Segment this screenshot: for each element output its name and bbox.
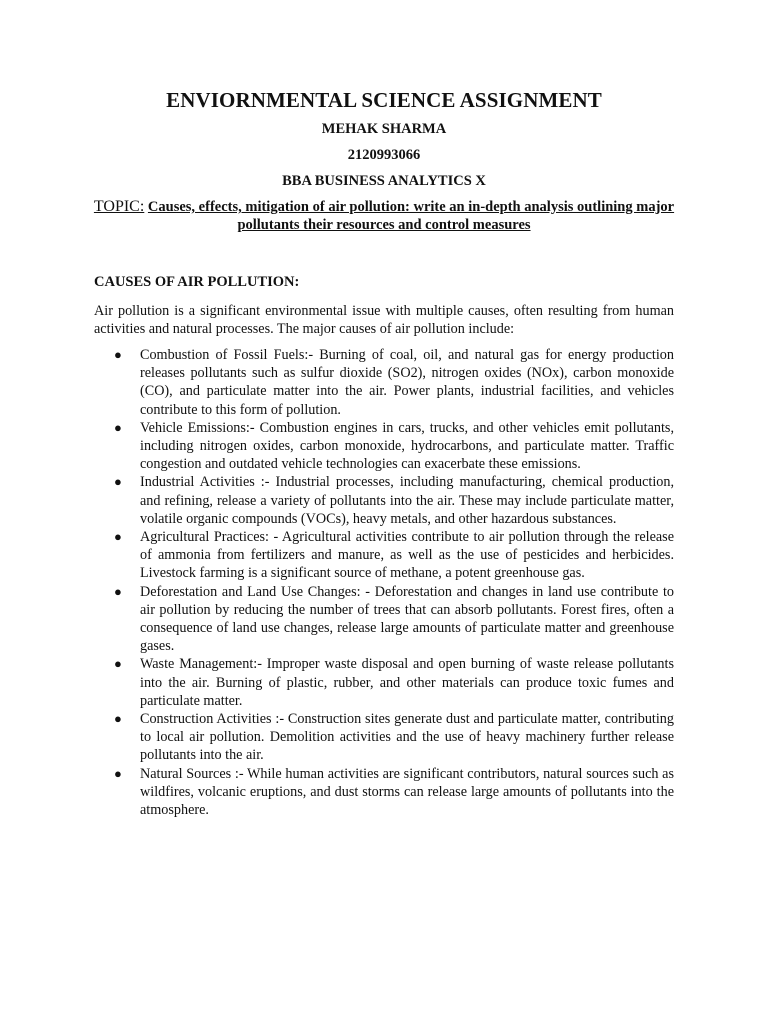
list-item (94, 710, 674, 765)
bullet-icon: ● (114, 711, 122, 727)
causes-list (94, 346, 674, 819)
list-item-text: Vehicle Emissions:- Combustion engines in cars, trucks, and other vehicles emit pollutants, including nitrogen oxides, carbon monoxide, hydrocarbons, and particulate matter. Traffic congestion and outdated vehicle technologies can exacerbate these emissions. (140, 419, 674, 473)
bullet-icon: ● (114, 347, 122, 362)
list-item-text: Waste Management:- Improper waste disposal and open burning of waste release pollutants into the air. Burning of plastic, rubber, and other materials can produce toxic fumes and particulate matter. (140, 656, 674, 709)
bullet-icon: ● (114, 419, 122, 435)
bullet-icon: ● (114, 529, 122, 545)
list-item-text: Construction Activities :- Construction sites generate dust and particulate matter, contributing to local air pollution. Demolition activities and the use of heavy machinery further release pollutants into the air. (140, 711, 674, 764)
section-heading: CAUSES OF AIR POLLUTION: (94, 274, 300, 290)
list-item-text: Agricultural Practices: - Agricultural activities contribute to air pollution through the release of ammonia from fertilizers and manure, as well as the use of pesticides and herbicides. Livestock farming is a significant source of methane, a potent greenhouse gas. (140, 529, 674, 582)
topic-text: Causes, effects, mitigation of air pollution: write an in-depth analysis outlining major pollutants their resources and control measures (147, 199, 675, 233)
roll-number: 2120993066 (347, 147, 421, 163)
document-title: ENVIORNMENTAL SCIENCE ASSIGNMENT (166, 88, 602, 112)
list-item-text: Natural Sources :- While human activities are significant contributors, natural sources such as wildfires, volcanic eruptions, and dust storms can release large amounts of pollutants into the atmosphere. (140, 765, 674, 819)
list-item (94, 528, 674, 583)
bullet-icon: ● (114, 583, 122, 599)
bullet-icon: ● (114, 474, 122, 490)
topic-label: TOPIC: (93, 198, 145, 215)
author-name: MEHAK SHARMA (321, 121, 447, 137)
list-item (94, 583, 674, 656)
list-item-text: Combustion of Fossil Fuels:- Burning of coal, oil, and natural gas for energy production releases pollutants such as sulfur dioxide (SO2), nitrogen oxides (NOx), carbon monoxide (CO), and particulate matter into the air. Power plants, industrial facilities, and vehicles contribute to this form of pollution. (140, 347, 674, 418)
list-item (94, 765, 674, 820)
list-item-text: Deforestation and Land Use Changes: - Deforestation and changes in land use contribute to air pollution by reducing the number of trees that can absorb pollutants. Forest fires, often a consequence of land use changes, release large amounts of particulate matter and greenhouse gases. (140, 583, 674, 655)
intro-paragraph: Air pollution is a significant environmental issue with multiple causes, often resulting from human activities and natural processes. The major causes of air pollution include: (94, 303, 674, 337)
list-item-text: Industrial Activities :- Industrial processes, including manufacturing, chemical production, and refining, release a variety of pollutants into the air. These may include particulate matter, volatile organic compounds (VOCs), heavy metals, and other hazardous substances. (140, 474, 674, 527)
bullet-icon: ● (114, 656, 122, 672)
course-name: BBA BUSINESS ANALYTICS X (282, 173, 486, 189)
list-item (94, 346, 674, 419)
list-item (94, 655, 674, 710)
list-item (94, 419, 674, 474)
document-page (94, 86, 674, 819)
topic-line (92, 198, 676, 234)
list-item (94, 473, 674, 528)
bullet-icon: ● (114, 765, 122, 781)
